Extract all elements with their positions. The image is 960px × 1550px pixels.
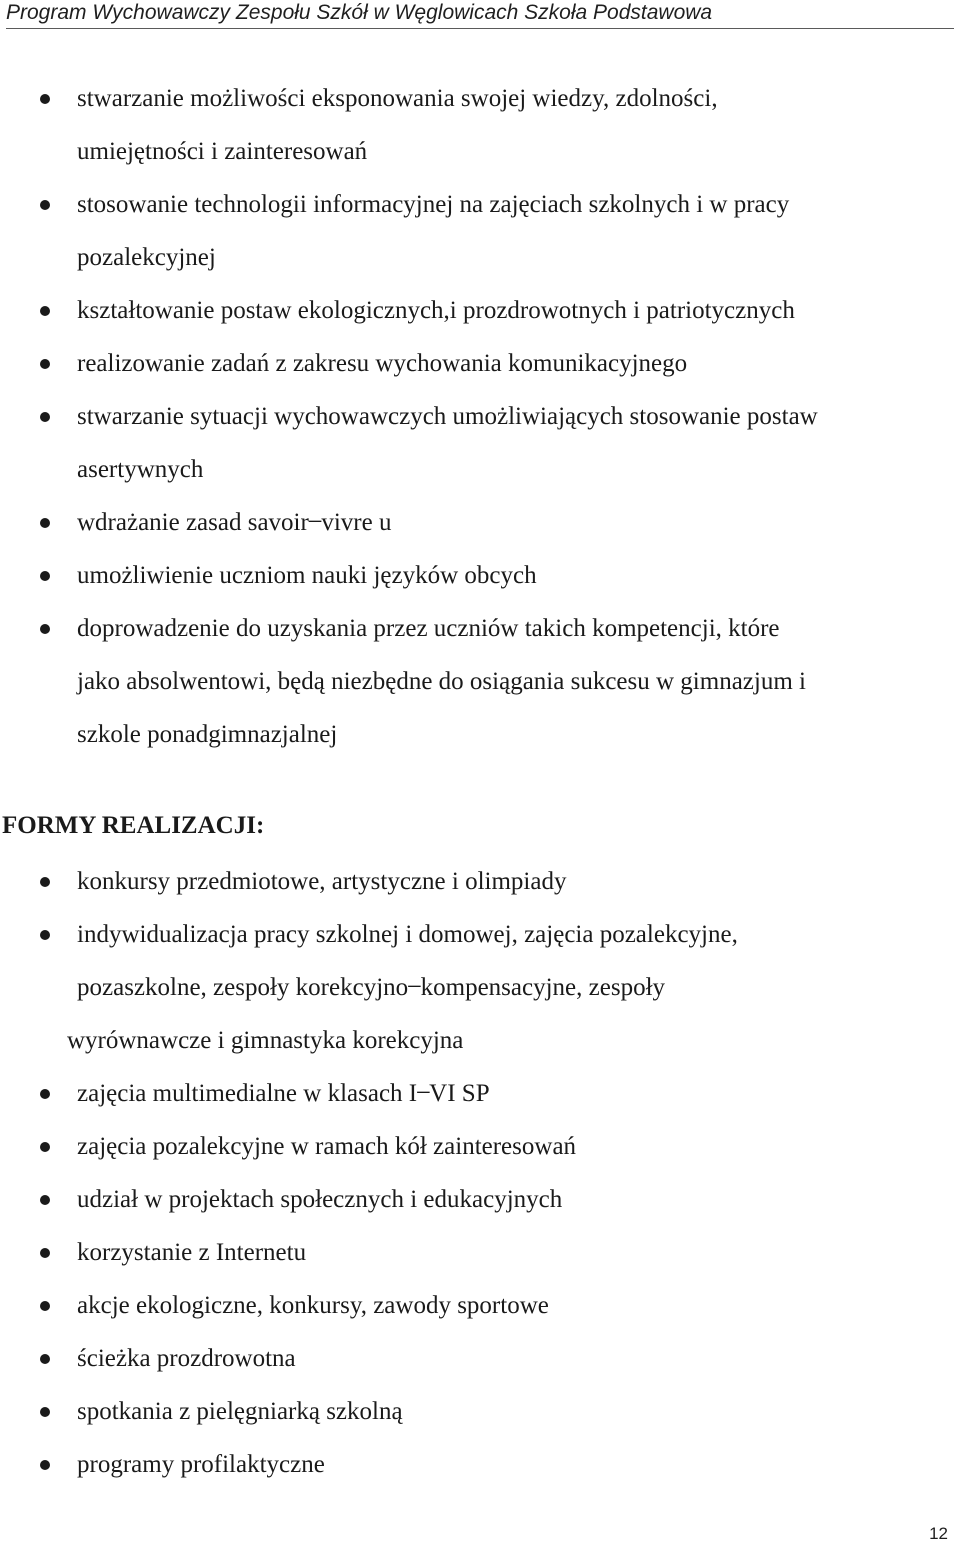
list-item-line: stwarzanie sytuacji wychowawczych umożliwiających stosowanie postaw [77, 403, 818, 430]
bullet-icon [40, 1142, 50, 1152]
bullet-icon [40, 1195, 50, 1205]
bullet-icon [40, 877, 50, 887]
bullet-icon [40, 1248, 50, 1258]
bullet-icon [40, 1301, 50, 1311]
list-item-line: ścieżka prozdrowotna [77, 1345, 296, 1372]
list-item-line: indywidualizacja pracy szkolnej i domowej, zajęcia pozalekcyjne, [77, 921, 738, 948]
list-item [0, 337, 960, 390]
list-item-line: jako absolwentowi, będą niezbędne do osiągania sukcesu w gimnazjum i [77, 668, 806, 695]
list-item-line: realizowanie zadań z zakresu wychowania komunikacyjnego [77, 350, 688, 377]
goals-list [0, 72, 960, 761]
list-item-line: konkursy przedmiotowe, artystyczne i olimpiady [77, 868, 567, 895]
list-item [0, 549, 960, 602]
list-item [0, 178, 960, 284]
list-item-line: stosowanie technologii informacyjnej na zajęciach szkolnych i w pracy [77, 191, 790, 218]
list-item-line: korzystanie z Internetu [77, 1239, 307, 1266]
list-item-line: zajęcia multimedialne w klasach I ̶ VI SP [77, 1080, 490, 1107]
list-item-line: wdrażanie zasad savoir ̶ vivre u [77, 509, 392, 536]
page-number: 12 [929, 1524, 948, 1543]
bullet-icon [40, 1354, 50, 1364]
list-item-line: kształtowanie postaw ekologicznych,i prozdrowotnych i patriotycznych [77, 297, 795, 324]
bullet-icon [40, 306, 50, 316]
list-item-line: programy profilaktyczne [77, 1451, 325, 1478]
list-item-line: asertywnych [77, 456, 204, 483]
list-item-line: zajęcia pozalekcyjne w ramach kół zainteresowań [77, 1133, 577, 1160]
list-item-line: stwarzanie możliwości eksponowania swojej wiedzy, zdolności, [77, 85, 718, 112]
list-item [0, 908, 960, 1067]
list-item [0, 496, 960, 549]
list-item [0, 855, 960, 908]
bullet-icon [40, 1407, 50, 1417]
list-item-line: umożliwienie uczniom nauki języków obcych [77, 562, 537, 589]
list-item [0, 1120, 960, 1173]
list-item [0, 284, 960, 337]
list-item [0, 72, 960, 178]
list-item [0, 1226, 960, 1279]
list-item-line: pozalekcyjnej [77, 244, 216, 271]
bullet-icon [40, 518, 50, 528]
list-item [0, 1067, 960, 1120]
list-item [0, 1173, 960, 1226]
list-item-line: wyrównawcze i gimnastyka korekcyjna [67, 1027, 464, 1054]
section-heading-forms: FORMY REALIZACJI: [2, 812, 265, 839]
list-item-line: szkole ponadgimnazjalnej [77, 721, 338, 748]
bullet-icon [40, 412, 50, 422]
page-header: Program Wychowawczy Zespołu Szkół w Węglowicach Szkoła Podstawowa [6, 0, 954, 29]
bullet-icon [40, 571, 50, 581]
bullet-icon [40, 1089, 50, 1099]
bullet-icon [40, 359, 50, 369]
list-item-line: akcje ekologiczne, konkursy, zawody sportowe [77, 1292, 549, 1319]
list-item [0, 1279, 960, 1332]
forms-list [0, 855, 960, 1491]
list-item [0, 390, 960, 496]
list-item-line: pozaszkolne, zespoły korekcyjno ̶ kompensacyjne, zespoły [77, 974, 666, 1001]
bullet-icon [40, 624, 50, 634]
bullet-icon [40, 200, 50, 210]
list-item [0, 602, 960, 761]
list-item [0, 1332, 960, 1385]
bullet-icon [40, 930, 50, 940]
bullet-icon [40, 94, 50, 104]
list-item-line: spotkania z pielęgniarką szkolną [77, 1398, 403, 1425]
list-item-line: umiejętności i zainteresowań [77, 138, 368, 165]
bullet-icon [40, 1460, 50, 1470]
list-item [0, 1385, 960, 1438]
list-item-line: doprowadzenie do uzyskania przez uczniów takich kompetencji, które [77, 615, 780, 642]
list-item-line: udział w projektach społecznych i edukacyjnych [77, 1186, 563, 1213]
list-item [0, 1438, 960, 1491]
